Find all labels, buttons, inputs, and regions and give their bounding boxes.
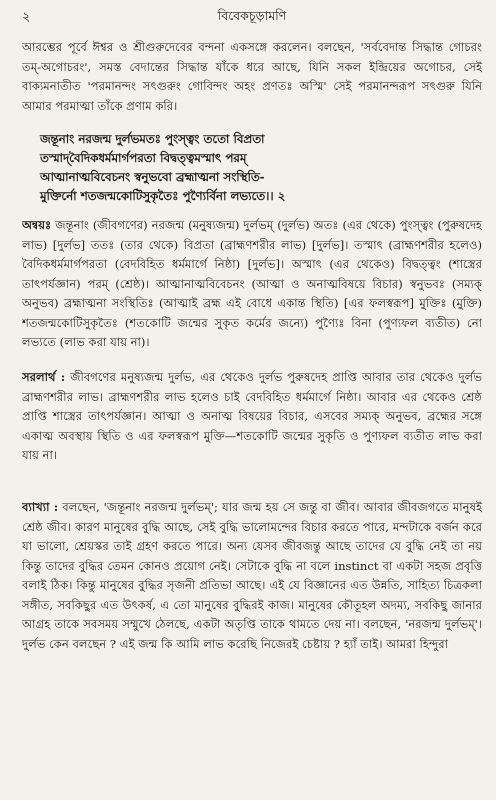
verse-line: জন্তূনাং নরজন্ম দুর্লভমতঃ পুংস্ত্বং ততো বিপ্রতা xyxy=(40,132,265,146)
anvay-label: অন্বয়ঃ xyxy=(22,218,52,232)
vyakhya-label: ব্যাখ্যা : xyxy=(22,500,59,514)
vyakhya-section xyxy=(22,498,482,770)
verse-line: আত্মানাত্মবিবেচনং স্বনুভবো ব্রহ্মাত্মনা সংস্থিতি- xyxy=(40,170,265,184)
anvay-text: জন্তূনাং (জীবগণের) নরজন্ম (মনুষ্যজন্ম) দুর্লভম্ (দুর্লভ) অতঃ (এর থেকে) পুংস্ত্বং (পুরুষদেহ লাভ) [দুর্লভ] ততঃ (তার থেকে) বিপ্রতা (ব্রাহ্মণশরীর লাভ) [দুর্লভ]। তস্মাৎ (ব্রাহ্মণশরীর হলেও) বৈদিকধর্মমার্গপরতা (বেদবিহিত ধর্মমার্গে নিষ্ঠা) [দুর্লভ]। অস্মাৎ (এর থেকেও) বিদ্বত্ত্বং (শাস্ত্রের তাৎপর্যজ্ঞান) পরম্ (শ্রেষ্ঠ)। আত্মানাত্মবিবেচনং (আত্মা ও অনাত্মবিষয়ে বিচার) স্বনুভবঃ (সম্যক্ অনুভব) ব্রহ্মাত্মনা সংস্থিতিঃ (আত্মাই ব্রহ্ম এই বোধে একান্ত স্থিতি) [এর ফলস্বরূপ] মুক্তিঃ (মুক্তি) শতজন্মকোটিসুকৃতৈঃ (শতকোটি জন্মের সুকৃত কর্মের জন্যে) পুণ্যৈঃ বিনা (পুণ্যফল ব্যতীত) নো লভ্যতে (লাভ করা যায় না)। xyxy=(22,218,482,349)
vyakhya-text: বলছেন, 'জন্তূনাং নরজন্ম দুর্লভম্'; যার জন্ম হয় সে জন্তু বা জীব। আবার জীবজগতে মানুষই শ্রেষ্ঠ জীব। কারণ মানুষের বুদ্ধি আছে, সেই বুদ্ধি ভালোমন্দের বিচার করতে পারে, মন্দটাকে বর্জন করে যা ভালো, শ্রেয়স্কর তাই গ্রহণ করতে পারে। অন্য যেসব জীবজন্তু আছে তাদের যে বুদ্ধি নেই তা নয় কিন্তু তাদের বুদ্ধির তেমন কোনও প্রয়োগ নেই। সেটাকে বুদ্ধি না বলে instinct বা একটা সহজ প্রবৃত্তি বলাই ঠিক। কিন্তু মানুষের বুদ্ধির সৃজনী প্রতিভা আছে। এই যে বিজ্ঞানের এত উন্নতি, সাহিত্য চিত্রকলা সঙ্গীত, সবকিছুর এত উৎকর্ষ, এ তো মানুষের বুদ্ধিরই কাজ। মানুষের কৌতূহল অদম্য, সবকিছু জানার আগ্রহ তাকে সবসময় সম্মুখে ঠেলছে, একটা অতৃপ্তি তাকে থামতে দেয় না। বলছেন, 'নরজন্ম দুর্লভম্'। দুর্লভ কেন বলছেন ? এই জন্ম কি আমি লাভ করেছি নিজেরই চেষ্টায় ? হ্যাঁ তাই। আমরা হিন্দুরা xyxy=(22,500,482,651)
intro-paragraph: আরম্ভের পূর্বে ঈশ্বর ও শ্রীগুরুদেবের বন্দনা একসঙ্গে করলেন। বলছেন, 'সর্ববেদান্ত সিদ্ধান্ত গোচরং তম্-অগোচরং', সমস্ত বেদান্তের সিদ্ধান্ত যাঁকে ধরে আছে, যিনি সকল ইন্দ্রিয়ের অগোচর, সেই বাক্যমনাতীত 'পরমানন্দং সৎগুরুং গোবিন্দং অহং প্রণতঃ অস্মি' সেই পরমানন্দরূপ সৎগুরু যিনি আমার পরমাত্মা তাঁকে প্রণাম করি। xyxy=(22,40,482,113)
verse-line: মুক্তির্নো শতজন্মকোটিসুকৃতৈঃ পুণ্যৈর্বিনা লভ্যতে।। ২ xyxy=(40,189,286,203)
verse-line: তস্মাদ্‌বৈদিকধর্মমার্গপরতা বিদ্বত্ত্বমস্মাৎ পরম্ xyxy=(40,151,247,165)
page-header xyxy=(22,8,482,30)
running-title: বিবেকচূড়ামণি xyxy=(217,8,287,23)
page-number: ২ xyxy=(22,10,31,25)
saralartha-label: সরলার্থ : xyxy=(22,370,66,384)
saralartha-section xyxy=(22,368,482,488)
sanskrit-verse xyxy=(40,130,482,206)
saralartha-text: জীবগণের মনুষ্যজন্ম দুর্লভ, এর থেকেও দুর্লভ পুরুষদেহ প্রাপ্তি আবার তার থেকেও দুর্লভ ব্রাহ্মণশরীর লাভ। ব্রাহ্মণশরীর লাভ হলেও চাই বেদবিহিত ধর্মমার্গে নিষ্ঠা। আবার এর থেকেও শ্রেষ্ঠ প্রাপ্তি শাস্ত্রের তাৎপর্যজ্ঞান। আত্মা ও অনাত্ম বিষয়ের বিচার, এসবের সম্যক্ অনুভব, ব্রহ্মের সঙ্গে একাত্ম অবস্থায় স্থিতি ও এর ফলস্বরূপ মুক্তি—শতকোটি জন্মের সুকৃতি ও পুণ্যফল ব্যতীত লাভ করা যায় না। xyxy=(22,370,482,462)
anvay-section xyxy=(22,216,482,358)
